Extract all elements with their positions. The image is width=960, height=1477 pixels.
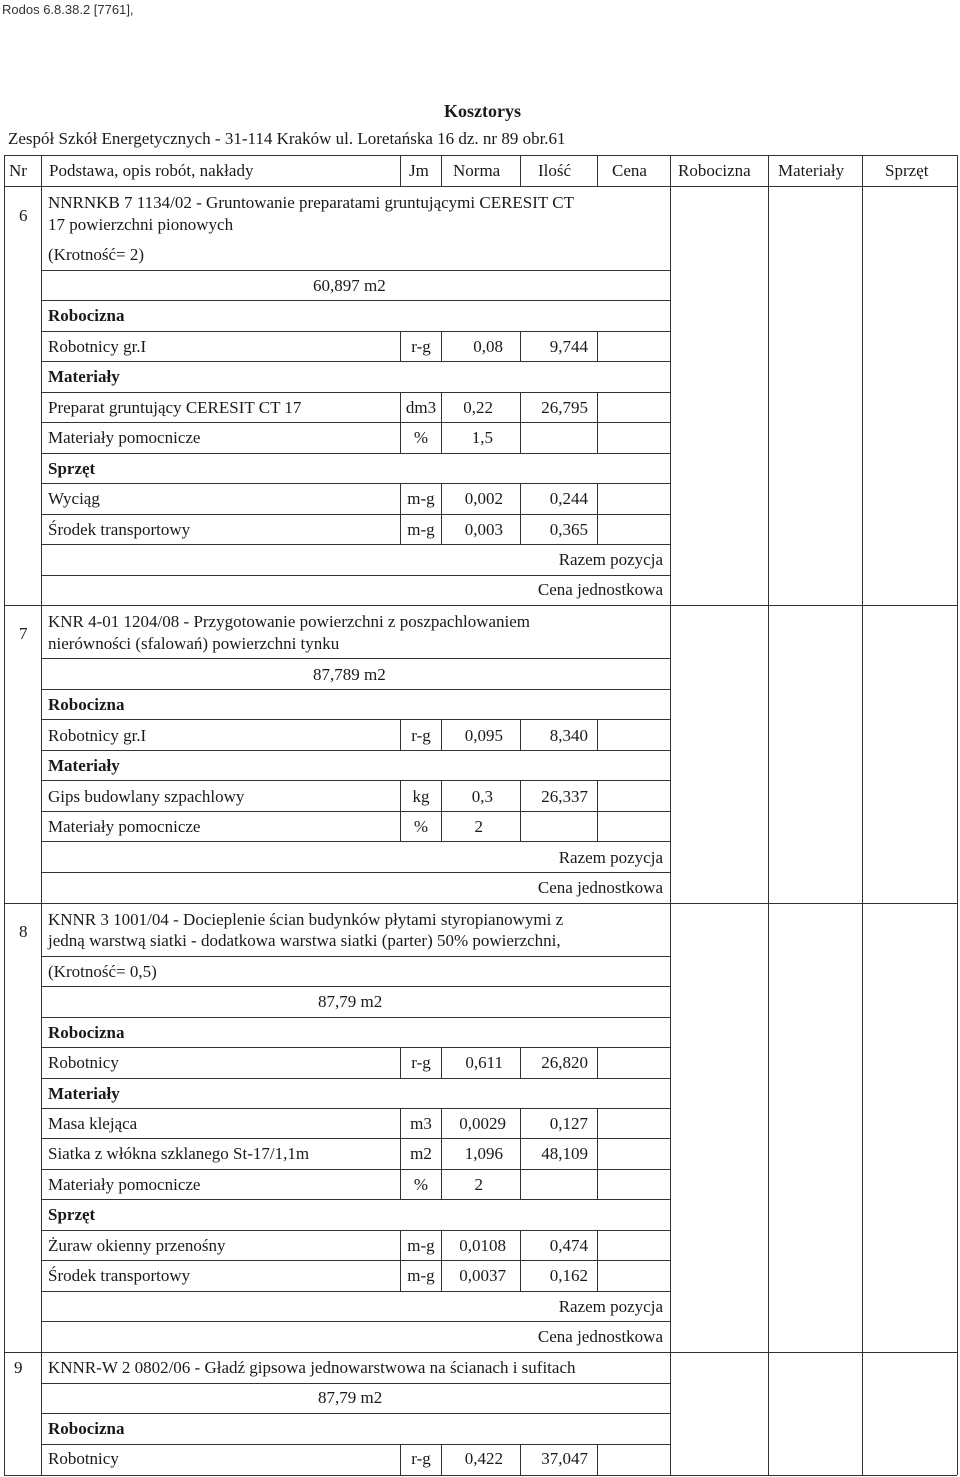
col-description: Podstawa, opis robót, nakłady [49,161,254,180]
resource-ilosc: 0,244 [549,489,588,508]
resource-norma: 2 [474,817,483,836]
grid-line [41,1047,670,1048]
grid-line [768,155,769,186]
item-unit-price-label: Cena jednostkowa [537,1327,663,1346]
grid-line [41,1444,670,1445]
grid-line [41,1230,670,1231]
resource-ilosc: 0,365 [549,520,588,539]
grid-line [41,872,670,873]
grid-line [41,689,670,690]
section-materialy: Materiały [48,756,120,775]
resource-jm: kg [412,787,430,806]
grid-line [4,1475,957,1476]
resource-name: Materiały pomocnicze [48,428,201,447]
grid-line [41,956,670,957]
grid-line [597,1108,598,1138]
program-line: Rodos 6.8.38.2 [7761], [2,2,134,17]
section-materialy: Materiały [48,1084,120,1103]
grid-line [400,155,401,186]
resource-norma: 0,422 [464,1449,503,1468]
grid-line [4,186,5,1475]
grid-line [597,514,598,544]
grid-line [41,361,670,362]
resource-norma: 0,3 [471,787,493,806]
item-description-line: KNNR 3 1001/04 - Docieplenie ścian budynków płytami styropianowymi z [48,910,564,929]
grid-line [4,605,957,606]
col-robocizna: Robocizna [678,161,751,180]
grid-line [41,270,670,271]
grid-line [957,155,958,186]
resource-jm: r-g [411,1053,431,1072]
item-total-label: Razem pozycja [558,848,663,867]
item-multiplier: (Krotność= 2) [48,245,144,264]
grid-line [41,1078,670,1079]
resource-name: Robotnicy [48,1053,119,1072]
grid-line [597,1047,598,1078]
item-description-line: 17 powierzchni pionowych [48,215,234,234]
resource-ilosc: 0,162 [549,1266,588,1285]
resource-jm: m-g [407,489,435,508]
grid-line [41,300,670,301]
resource-name: Masa klejąca [48,1114,138,1133]
col-sprzet: Sprzęt [885,161,929,180]
section-robocizna: Robocizna [48,1419,125,1438]
grid-line [862,155,863,186]
item-description-line: KNNR-W 2 0802/06 - Gładź gipsowa jednowarstwowa na ścianach i sufitach [48,1358,576,1377]
grid-line [597,1138,598,1169]
resource-jm: r-g [411,726,431,745]
grid-line [520,155,521,186]
resource-jm: m-g [407,1236,435,1255]
resource-ilosc: 0,127 [549,1114,588,1133]
grid-line [597,780,598,811]
resource-name: Robotnicy gr.I [48,337,147,356]
col-cena: Cena [612,161,647,180]
grid-line [41,1169,670,1170]
grid-line [597,1230,598,1260]
grid-line [597,1169,598,1199]
grid-line [41,1413,670,1414]
grid-line [41,1383,670,1384]
grid-line [41,1017,670,1018]
col-jm: Jm [409,161,429,180]
grid-line [41,1291,670,1292]
item-quantity: 60,897 m2 [313,276,386,295]
resource-jm: m-g [407,1266,435,1285]
grid-line [441,155,442,186]
resource-norma: 0,611 [465,1053,503,1072]
resource-jm: m2 [410,1144,432,1163]
item-multiplier: (Krotność= 0,5) [48,962,157,981]
grid-line [862,186,863,1475]
grid-line [41,1321,670,1322]
grid-line [4,155,957,156]
resource-norma: 1,096 [464,1144,503,1163]
resource-jm: % [413,1175,429,1194]
grid-line [670,186,671,1475]
grid-line [597,331,598,361]
item-number: 6 [19,206,28,225]
grid-line [41,811,670,812]
grid-line [41,544,670,545]
grid-line [4,1352,957,1353]
resource-ilosc: 9,744 [549,337,588,356]
grid-line [41,575,670,576]
item-number: 7 [19,624,28,643]
col-materialy: Materiały [778,161,845,180]
resource-name: Robotnicy gr.I [48,726,147,745]
resource-ilosc: 8,340 [549,726,588,745]
section-sprzet: Sprzęt [48,459,96,478]
item-total-label: Razem pozycja [558,550,663,569]
resource-jm: r-g [411,337,431,356]
resource-ilosc: 26,337 [541,787,588,806]
grid-line [597,155,598,186]
resource-jm: % [413,428,429,447]
col-nr: Nr [9,161,27,180]
resource-ilosc: 0,474 [549,1236,588,1255]
resource-jm: m3 [410,1114,432,1133]
grid-line [41,1108,670,1109]
grid-line [520,422,521,453]
item-description-line: NNRNKB 7 1134/02 - Gruntowanie preparatami gruntującymi CERESIT CT [48,193,574,212]
grid-line [768,186,769,1475]
grid-line [597,1444,598,1475]
grid-line [4,186,957,187]
grid-line [41,841,670,842]
resource-norma: 1,5 [471,428,493,447]
resource-name: Siatka z włókna szklanego St-17/1,1m [48,1144,310,1163]
grid-line [597,719,598,750]
grid-line [41,331,670,332]
grid-line [41,392,670,393]
resource-name: Gips budowlany szpachlowy [48,787,245,806]
grid-line [41,986,670,987]
section-robocizna: Robocizna [48,1023,125,1042]
resource-name: Materiały pomocnicze [48,817,201,836]
resource-name: Środek transportowy [48,520,191,539]
col-ilosc: Ilość [538,161,572,180]
resource-norma: 2 [474,1175,483,1194]
item-quantity: 87,79 m2 [318,992,383,1011]
grid-line [597,392,598,422]
grid-line [41,186,42,1475]
resource-name: Robotnicy [48,1449,119,1468]
grid-line [4,903,957,904]
grid-line [597,483,598,514]
grid-line [597,422,598,453]
item-quantity: 87,789 m2 [313,665,386,684]
grid-line [670,155,671,186]
item-number: 9 [14,1358,23,1377]
grid-line [41,483,670,484]
resource-ilosc: 26,820 [541,1053,588,1072]
resource-jm: dm3 [405,398,437,417]
item-description-line: nierówności (sfalowań) powierzchni tynku [48,634,340,653]
document-title: Kosztorys [444,101,521,121]
grid-line [41,453,670,454]
grid-line [41,514,670,515]
resource-name: Preparat gruntujący CERESIT CT 17 [48,398,302,417]
grid-line [520,1169,521,1199]
section-robocizna: Robocizna [48,306,125,325]
resource-norma: 0,095 [464,726,503,745]
resource-norma: 0,003 [464,520,503,539]
col-norma: Norma [453,161,501,180]
resource-norma: 0,22 [463,398,493,417]
resource-jm: % [413,817,429,836]
section-robocizna: Robocizna [48,695,125,714]
resource-norma: 0,0108 [459,1236,506,1255]
grid-line [41,1199,670,1200]
section-sprzet: Sprzęt [48,1205,96,1224]
grid-line [41,1260,670,1261]
grid-line [41,422,670,423]
resource-ilosc: 48,109 [541,1144,588,1163]
resource-norma: 0,002 [464,489,503,508]
resource-name: Wyciąg [48,489,100,508]
item-quantity: 87,79 m2 [318,1388,383,1407]
grid-line [41,719,670,720]
grid-line [41,780,670,781]
resource-name: Środek transportowy [48,1266,191,1285]
resource-name: Żuraw okienny przenośny [48,1236,226,1255]
document-subtitle: Zespół Szkół Energetycznych - 31-114 Kraków ul. Loretańska 16 dz. nr 89 obr.61 [8,129,566,148]
resource-ilosc: 26,795 [541,398,588,417]
grid-line [520,811,521,841]
resource-ilosc: 37,047 [541,1449,588,1468]
resource-norma: 0,0037 [459,1266,506,1285]
grid-line [4,155,5,186]
item-unit-price-label: Cena jednostkowa [537,878,663,897]
item-description-line: jedną warstwą siatki - dodatkowa warstwa siatki (parter) 50% powierzchni, [48,931,561,950]
section-materialy: Materiały [48,367,120,386]
grid-line [41,658,670,659]
resource-jm: m-g [407,520,435,539]
resource-name: Materiały pomocnicze [48,1175,201,1194]
item-unit-price-label: Cena jednostkowa [537,580,663,599]
grid-line [597,1260,598,1291]
item-number: 8 [19,922,28,941]
grid-line [957,186,958,1475]
resource-norma: 0,0029 [459,1114,506,1133]
grid-line [41,155,42,186]
grid-line [41,750,670,751]
item-total-label: Razem pozycja [558,1297,663,1316]
item-description-line: KNR 4-01 1204/08 - Przygotowanie powierzchni z poszpachlowaniem [48,612,531,631]
resource-norma: 0,08 [473,337,503,356]
resource-jm: r-g [411,1449,431,1468]
grid-line [597,811,598,841]
grid-line [41,1138,670,1139]
